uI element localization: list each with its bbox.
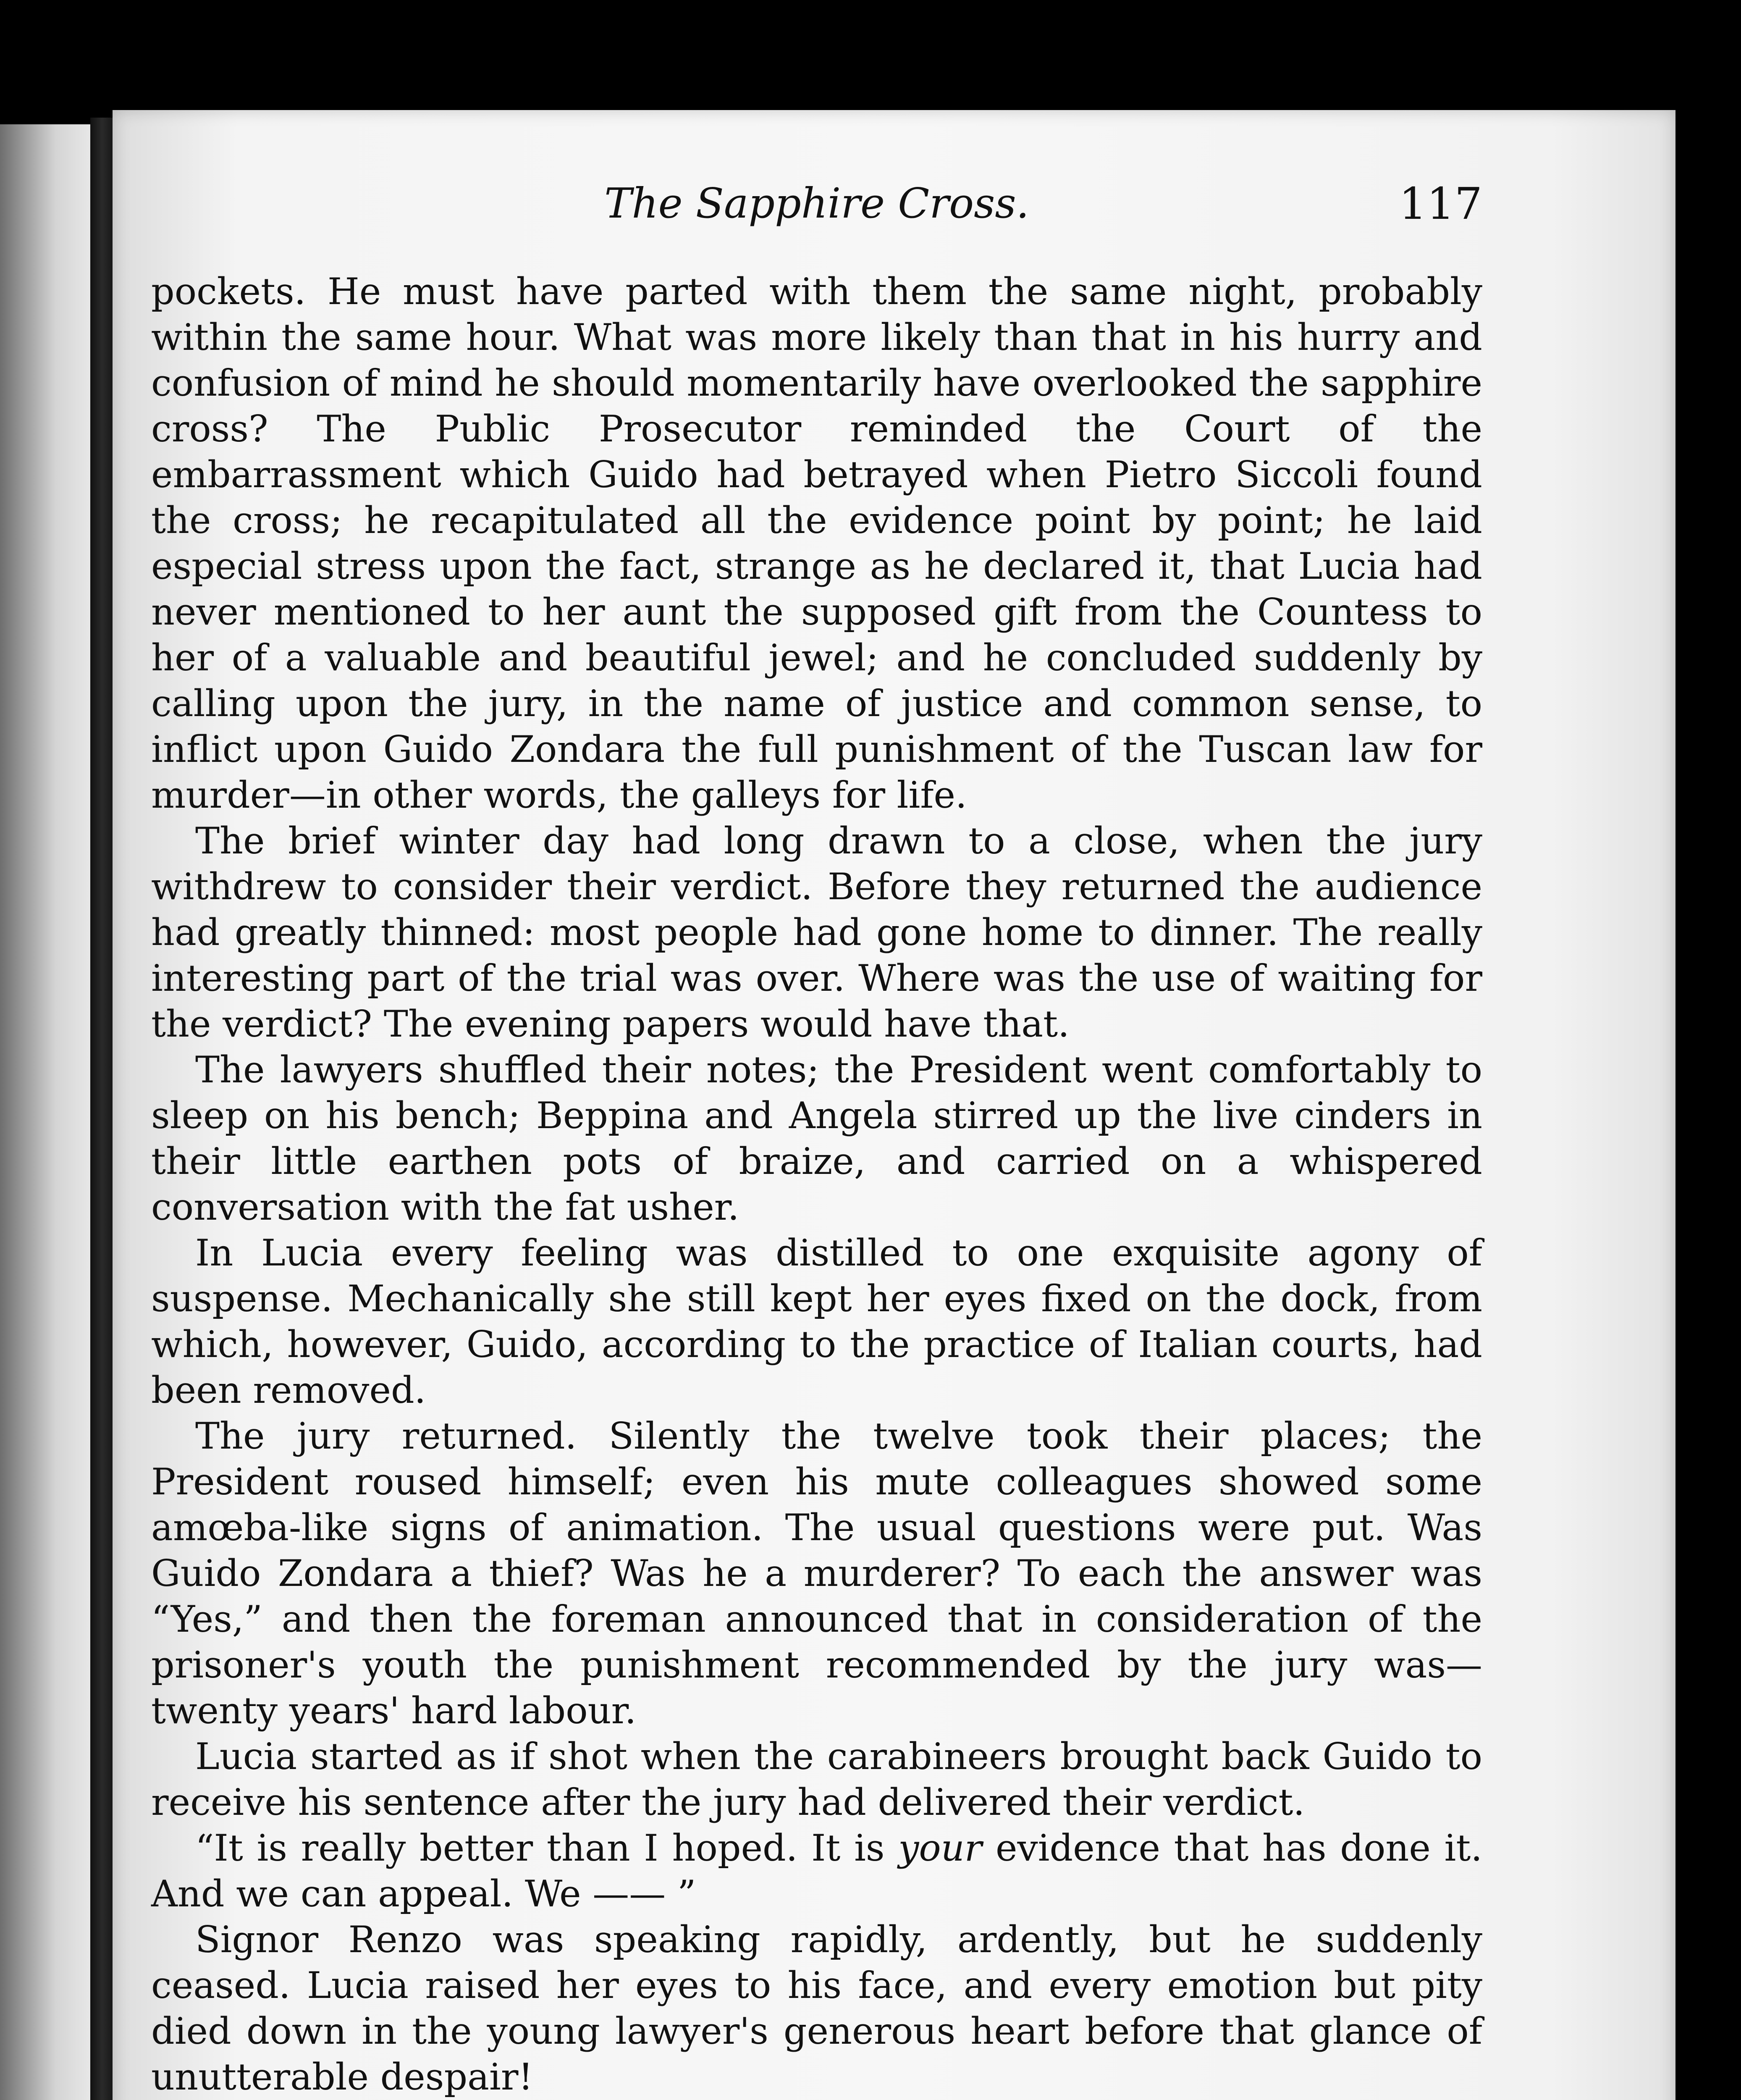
paragraph: In Lucia every feeling was distilled to one exquisite agony of suspense. Mechanically she still kept her eyes fixed on the dock, from which, however, Guido, according to the practice of Italian courts, had been removed. (151, 1231, 1482, 1412)
paragraph: The jury returned. Silently the twelve took their places; the President roused himself; even his mute colleagues showed some amœba-like signs of animation. The usual questions were put. Was Guido Zondara a thief? Was he a murderer? To each the answer was “Yes,” and then the foreman announced that in consideration of the prisoner's youth the punishment recommended by the jury was—twenty years' hard labour. (151, 1415, 1482, 1732)
running-head (151, 172, 1482, 239)
quote-emphasis: your (898, 1827, 982, 1869)
running-title: The Sapphire Cross. (604, 180, 1029, 228)
paragraph: Lucia started as if shot when the carabineers brought back Guido to receive his sentence after the jury had delivered their verdict. (151, 1735, 1482, 1824)
facing-page-edge (0, 124, 92, 2100)
paragraph: Signor Renzo was speaking rapidly, ardently, but he suddenly ceased. Lucia raised her eyes to his face, and every emotion but pity died down in the young lawyer's generous heart before that glance of unutterable despair! (151, 1918, 1482, 2098)
paragraph: The brief winter day had long drawn to a close, when the jury withdrew to consider their verdict. Before they returned the audience had greatly thinned: most people had gone home to dinner. The really interesting part of the trial was over. Where was the use of waiting for the verdict? The evening papers would have that. (151, 819, 1482, 1045)
page-body (151, 269, 1482, 2100)
quote-text-after: evidence that has done it. And we can appeal. We —— ” (151, 1827, 1482, 1915)
paragraph: pockets. He must have parted with them the same night, probably within the same hour. What was more likely than that in his hurry and confusion of mind he should momentarily have overlooked the sapphire cross? The Public Prosecutor reminded the Court of the embarrassment which Guido had betrayed when Pietro Siccoli found the cross; he recapitulated all the evidence point by point; he laid especial stress upon the fact, strange as he declared it, that Lucia had never mentioned to her aunt the supposed gift from the Countess to her of a valuable and beautiful jewel; and he concluded suddenly by calling upon the jury, in the name of justice and common sense, to inflict upon Guido Zondara the full punishment of the Tuscan law for murder—in other words, the galleys for life. (151, 270, 1482, 816)
paragraph: The lawyers shuffled their notes; the President went comfortably to sleep on his bench; Beppina and Angela stirred up the live cinders in their little earthen pots of braize, and carried on a whispered conversation with the fat usher. (151, 1048, 1482, 1228)
quote-text-before: “It is really better than I hoped. It is (195, 1827, 899, 1869)
page-number: 117 (1399, 178, 1482, 229)
quoted-paragraph (151, 1825, 1482, 1917)
